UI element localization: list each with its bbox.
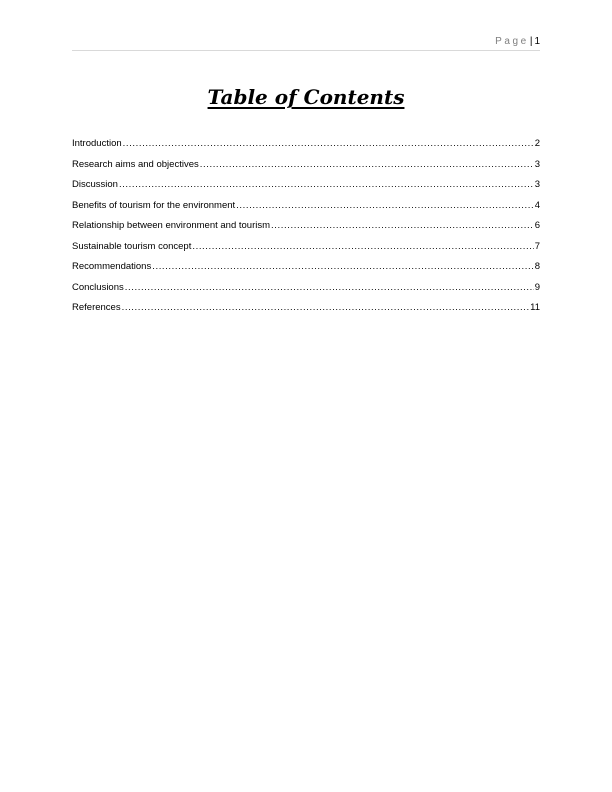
toc-entry-sustainable[interactable] (72, 241, 540, 262)
toc-leader-dots (200, 159, 534, 171)
toc-leader-dots (192, 241, 533, 253)
toc-entry-recommendations[interactable] (72, 261, 540, 282)
toc-entry-page: 6 (534, 220, 540, 231)
toc-entry-text: References (72, 302, 121, 313)
page-header (72, 36, 540, 51)
toc-entry-page: 2 (534, 138, 540, 149)
toc-entry-text: Introduction (72, 138, 122, 149)
toc-title (72, 84, 540, 110)
toc-entry-page: 7 (534, 240, 540, 252)
toc-entry-text: Benefits of tourism for the environment (72, 199, 236, 211)
toc-leader-dots (122, 302, 530, 314)
toc-entry-discussion[interactable] (72, 179, 540, 200)
toc-entry-research-aims[interactable] (72, 159, 540, 180)
toc-leader-dots (236, 200, 534, 212)
toc-entry-text: Sustainable tourism concept (72, 240, 192, 252)
page-number: 1 (534, 36, 540, 47)
page-label: Page (495, 36, 529, 47)
toc-entry-conclusions[interactable] (72, 282, 540, 303)
toc-entry-introduction[interactable] (72, 138, 540, 159)
toc-entry-references[interactable] (72, 302, 540, 323)
toc-leader-dots (123, 138, 534, 150)
toc-leader-dots (271, 220, 534, 232)
toc-entry-page: 4 (534, 199, 540, 211)
toc-entry-page: 9 (534, 281, 540, 293)
toc-leader-dots (119, 179, 534, 191)
toc-entry-text: Conclusions (72, 281, 124, 293)
toc-entry-text: Discussion (72, 179, 118, 190)
table-of-contents (72, 138, 540, 323)
toc-entry-page: 3 (534, 158, 540, 170)
toc-entry-relationship[interactable] (72, 220, 540, 241)
toc-title-text: Table of Contents (207, 85, 405, 109)
toc-leader-dots (152, 261, 533, 273)
toc-entry-page: 8 (534, 261, 540, 272)
toc-entry-text: Relationship between environment and tourism (72, 220, 271, 231)
toc-entry-text: Recommendations (72, 261, 152, 272)
page-separator: | (529, 36, 533, 47)
toc-leader-dots (125, 282, 534, 294)
toc-entry-text: Research aims and objectives (72, 158, 199, 170)
toc-entry-page: 3 (534, 179, 540, 190)
toc-entry-benefits[interactable] (72, 200, 540, 221)
toc-entry-page: 11 (530, 302, 540, 313)
